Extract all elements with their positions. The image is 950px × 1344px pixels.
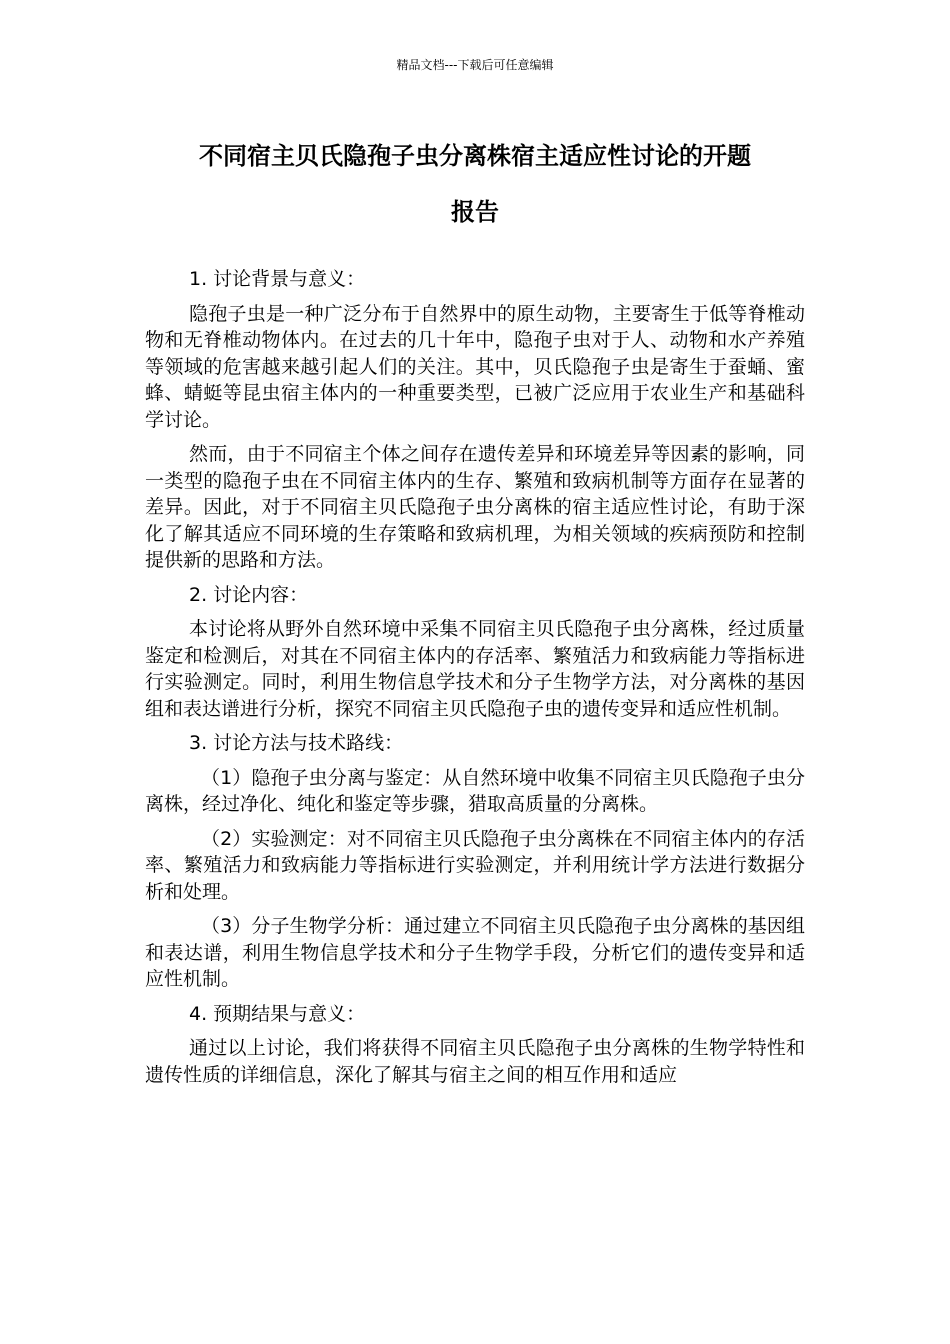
section-1-paragraph-1: 隐孢子虫是一种广泛分布于自然界中的原生动物，主要寄生于低等脊椎动物和无脊椎动物体内。在过去的几十年中，隐孢子虫对于人、动物和水产养殖等领域的危害越来越引起人们的关注。其中，贝氏隐孢子虫是寄生于蚕蛹、蜜蜂、蜻蜓等昆虫宿主体内的一种重要类型，已被广泛应用于农业生产和基础科学讨论。 — [145, 302, 805, 431]
section-1-paragraph-2: 然而，由于不同宿主个体之间存在遗传差异和环境差异等因素的影响，同一类型的隐孢子虫在不同宿主体内的生存、繁殖和致病机制等方面存在显著的差异。因此，对于不同宿主贝氏隐孢子虫分离株的宿主适应性讨论，有助于深化了解其适应不同环境的生存策略和致病机理，为相关领域的疾病预防和控制提供新的思路和方法。 — [145, 443, 805, 571]
section-2-paragraph-1: 本讨论将从野外自然环境中采集不同宿主贝氏隐孢子虫分离株，经过质量鉴定和检测后，对其在不同宿主体内的存活率、繁殖活力和致病能力等指标进行实验测定。同时，利用生物信息学技术和分子生物学方法，对分离株的基因组和表达谱进行分析，探究不同宿主贝氏隐孢子虫的遗传变异和适应性机制。 — [145, 618, 805, 720]
document-title-line1: 不同宿主贝氏隐孢子虫分离株宿主适应性讨论的开题 — [199, 142, 751, 170]
section-2-heading: 2. 讨论内容： — [189, 583, 309, 606]
section-4-paragraph-1: 通过以上讨论，我们将获得不同宿主贝氏隐孢子虫分离株的生物学特性和遗传性质的详细信息，深化了解其与宿主之间的相互作用和适应 — [145, 1037, 805, 1086]
document-title-line2: 报告 — [451, 198, 499, 226]
section-4-heading: 4. 预期结果与意义： — [189, 1002, 366, 1025]
section-3-item-3: （3）分子生物学分析：通过建立不同宿主贝氏隐孢子虫分离株的基因组和表达谱，利用生物信息学技术和分子生物学手段，分析它们的遗传变异和适应性机制。 — [145, 915, 805, 990]
section-1-heading: 1. 讨论背景与意义： — [189, 268, 366, 290]
section-3-item-1: （1）隐孢子虫分离与鉴定：从自然环境中收集不同宿主贝氏隐孢子虫分离株，经过净化、纯化和鉴定等步骤，猎取高质量的分离株。 — [145, 766, 805, 815]
document-body — [145, 266, 805, 1096]
section-3-item-2: （2）实验测定：对不同宿主贝氏隐孢子虫分离株在不同宿主体内的存活率、繁殖活力和致病能力等指标进行实验测定，并利用统计学方法进行数据分析和处理。 — [145, 827, 805, 903]
header-note: 精品文档---下载后可任意编辑 — [396, 58, 554, 72]
section-3-heading: 3. 讨论方法与技术路线： — [189, 732, 404, 754]
